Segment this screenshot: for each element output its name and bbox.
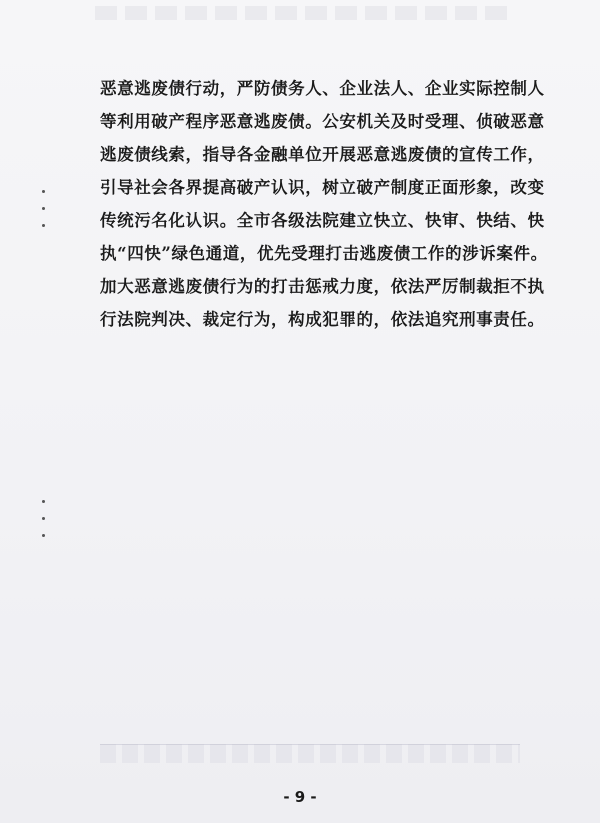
bleed-through-footer [100, 744, 520, 763]
bleed-through-header [95, 6, 515, 20]
binding-dot [42, 190, 45, 193]
text-line: 引导社会各界提高破产认识，树立破产制度正面形象，改变 [100, 178, 545, 197]
text-line: 恶意逃废债行动，严防债务人、企业法人、企业实际控制人 [100, 79, 545, 98]
binding-dot [42, 207, 45, 210]
text-line: 等利用破产程序恶意逃废债。公安机关及时受理、侦破恶意 [100, 112, 545, 131]
binding-dot [42, 517, 45, 520]
binding-marks-upper [38, 190, 50, 241]
body-paragraph [100, 72, 548, 336]
text-line: 执“四快”绿色通道，优先受理打击逃废债工作的涉诉案件。 [100, 244, 548, 263]
text-line: 传统污名化认识。全市各级法院建立快立、快审、快结、快 [100, 211, 545, 230]
text-line: 加大恶意逃废债行为的打击惩戒力度，依法严厉制裁拒不执 [100, 277, 545, 296]
binding-marks-lower [38, 500, 50, 551]
binding-dot [42, 224, 45, 227]
binding-dot [42, 500, 45, 503]
binding-dot [42, 534, 45, 537]
text-line: 行法院判决、裁定行为，构成犯罪的，依法追究刑事责任。 [100, 310, 545, 329]
text-line: 逃废债线索，指导各金融单位开展恶意逃废债的宣传工作， [100, 145, 545, 164]
page-number: - 9 - [283, 788, 317, 806]
